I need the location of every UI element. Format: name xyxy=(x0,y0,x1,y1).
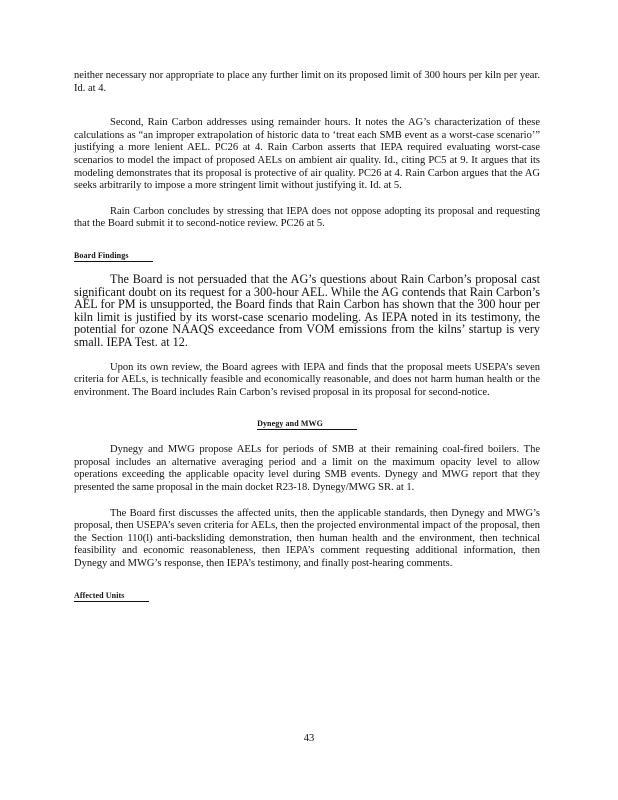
paragraph-rain-carbon-conclusion: Rain Carbon concludes by stressing that IEPA does not oppose adopting its proposal and requesting that the Board submit it to second-notice review. PC26 at 5. xyxy=(74,205,540,230)
paragraph-board-agrees: Upon its own review, the Board agrees with IEPA and finds that the proposal meets USEPA’s seven criteria for AELs, is technically feasible and economically reasonable, and does not harm human health or the environment. The Board includes Rain Carbon’s revised proposal in its proposal for second-notice. xyxy=(74,361,540,398)
paragraph-board-discusses: The Board first discusses the affected units, then the applicable standards, then Dynegy and MWG’s proposal, then USEPA’s seven criteria for AELs, then the projected environmental impact of the proposal, then the Section 110(l) anti-backsliding demonstration, then human health and the environment, then technical feasibility and economic reasonableness, then IEPA’s comment requesting additional information, then Dynegy and MWG’s response, then IEPA’s testimony, and finally post-hearing comments. xyxy=(74,507,540,570)
paragraph-board-not-persuaded: The Board is not persuaded that the AG’s questions about Rain Carbon’s proposal cast significant doubt on its request for a 300-hour AEL. While the AG contends that Rain Carbon’s AEL for PM is unsupported, the Board finds that Rain Carbon has shown that the 300 hour per kiln limit is justified by its worst-case scenario modeling. As IEPA noted in its testimony, the potential for ozone NAAQS exceedance from VOM emissions from the kilns’ startup is very small. IEPA Test. at 12. xyxy=(74,271,540,349)
page-number: 43 xyxy=(303,733,315,744)
section-heading-row xyxy=(74,585,540,603)
heading-affected-units: Affected Units xyxy=(74,591,149,602)
section-heading-row xyxy=(74,245,540,263)
paragraph-remainder-hours: Second, Rain Carbon addresses using remainder hours. It notes the AG’s characterization of these calculations as “an improper extrapolation of historic data to ‘treat each SMB event as a worst-case scenario’” justifying a more lenient AEL. PC26 at 4. Rain Carbon asserts that IEPA required evaluating worst-case scenarios to model the impact of proposed AELs on ambient air quality. Id., citing PC5 at 9. It argues that its modeling demonstrates that its proposal is protective of air quality. PC26 at 4. Rain Carbon argues that the AG seeks arbitrarily to impose a more stringent limit without justifying it. Id. at 5. xyxy=(74,117,540,192)
paragraph-continuation: neither necessary nor appropriate to place any further limit on its proposed limit of 300 hours per kiln per year. Id. at 4. xyxy=(74,70,540,94)
paragraph-dynegy-proposal: Dynegy and MWG propose AELs for periods of SMB at their remaining coal-fired boilers. The proposal includes an alternative averaging period and a limit on the maximum opacity level to allow operations exceeding the applicable opacity level during SMB events. Dynegy and MWG report that they presented the same proposal in the main docket R23-18. Dynegy/MWG SR. at 1. xyxy=(74,444,540,494)
heading-dynegy-mwg: Dynegy and MWG xyxy=(257,419,357,430)
heading-board-findings: Board Findings xyxy=(74,251,153,262)
section-heading-row xyxy=(74,413,540,431)
